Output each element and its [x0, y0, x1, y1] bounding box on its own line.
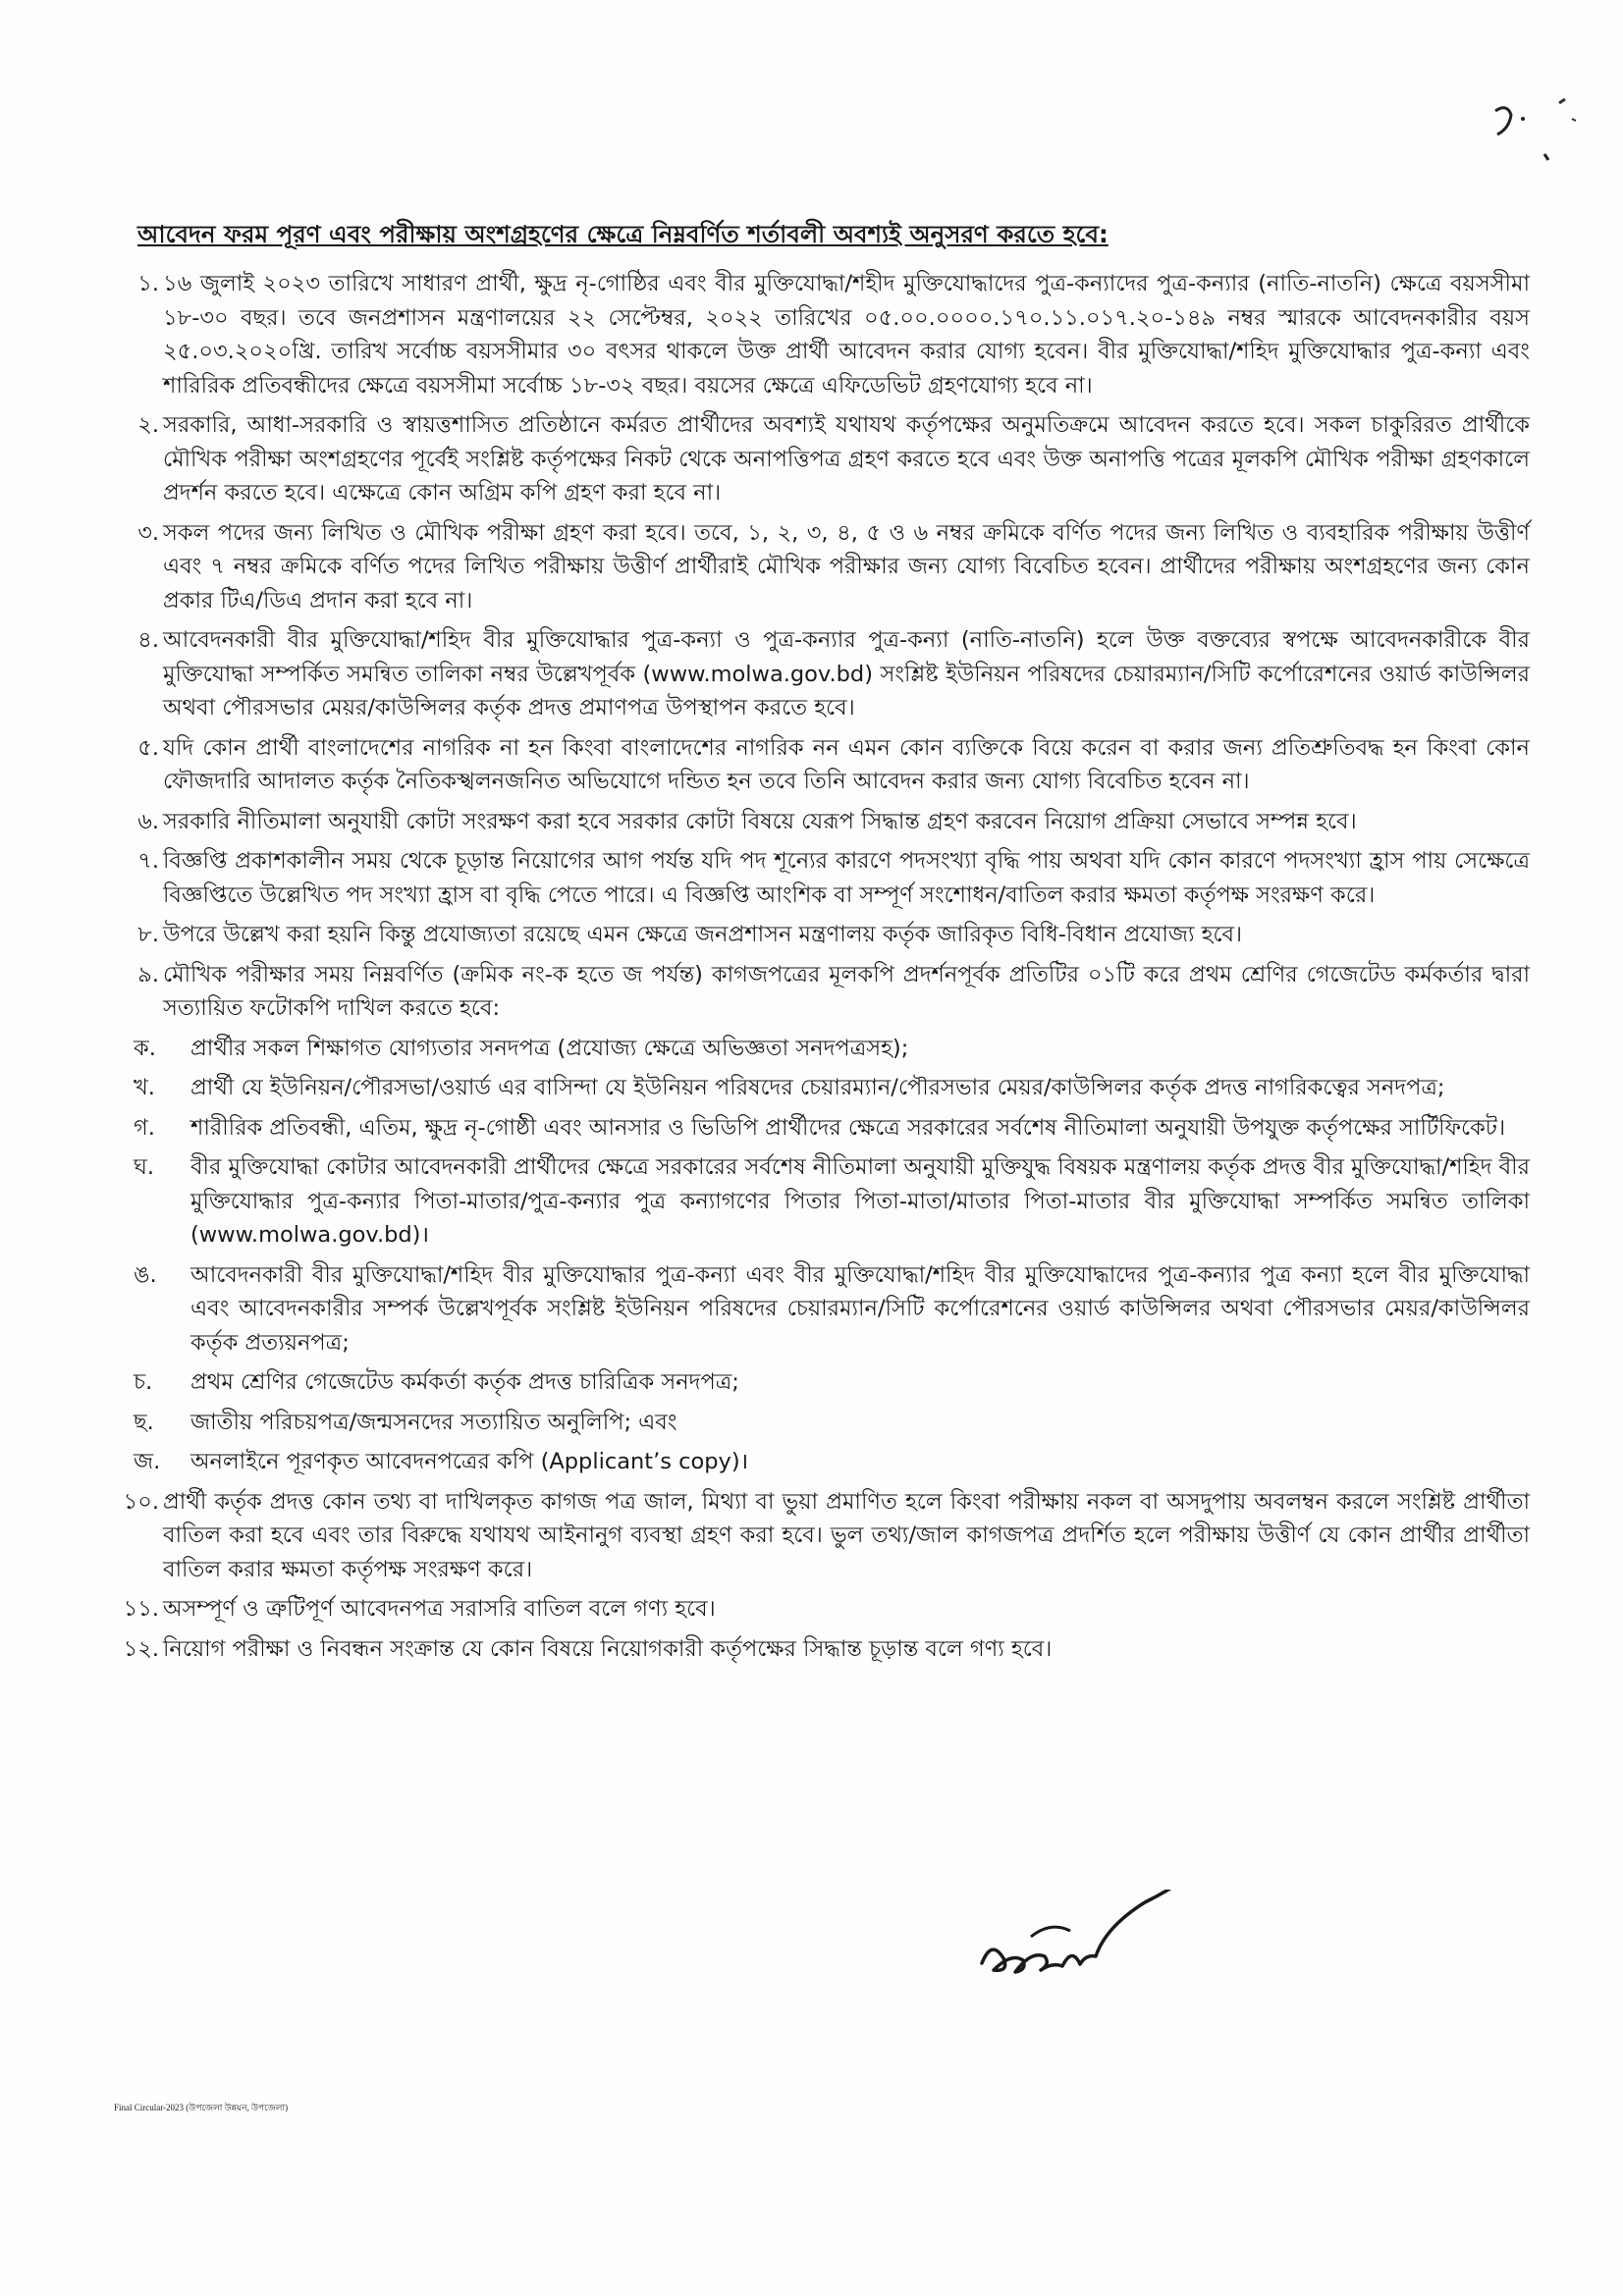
subitem-letter: ক.	[134, 1035, 156, 1061]
condition-item	[116, 1632, 1530, 1667]
condition-item	[116, 918, 1530, 952]
item-text: বিজ্ঞপ্তি প্রকাশকালীন সময় থেকে চূড়ান্ত নিয়োগের আগ পর্যন্ত যদি পদ শূন্যের কারণে পদসংখ্যা বৃদ্ধি পায় অথবা যদি কোন কারণে পদসংখ্যা হ্রাস পায় সেক্ষেত্রে বিজ্ঞপ্তিতে উল্লেখিত পদ সংখ্যা হ্রাস বা বৃদ্ধি পেতে পারে। এ বিজ্ঞপ্তি আংশিক বা সম্পূর্ণ সংশোধন/বাতিল করার ক্ষমতা কর্তৃপক্ষ সংরক্ষণ করে।	[163, 848, 1530, 908]
subitem-letter: চ.	[134, 1369, 153, 1395]
item-text: আবেদনকারী বীর মুক্তিযোদ্ধা/শহিদ বীর মুক্তিযোদ্ধার পুত্র-কন্যা ও পুত্র-কন্যার পুত্র-কন্যা (নাতি-নাতনি) হলে উক্ত বক্তব্যের স্বপক্ষে আবেদনকারীকে বীর মুক্তিযোদ্ধা সম্পর্কিত সমন্বিত তালিকা নম্বর উল্লেখপূর্বক (www.molwa.gov.bd) সংশ্লিষ্ট ইউনিয়ন পরিষদের চেয়ারম্যান/সিটি কর্পোরেশনের ওয়ার্ড কাউন্সিলর অথবা পৌরসভার মেয়র/কাউন্সিলর কর্তৃক প্রদত্ত প্রমাণপত্র উপস্থাপন করতে হবে।	[163, 627, 1530, 721]
item-number: ৩.	[137, 519, 159, 546]
document-subitem	[134, 1445, 1530, 1479]
subitem-text: জাতীয় পরিচয়পত্র/জন্মসনদের সত্যায়িত অনুলিপি; এবং	[190, 1409, 677, 1435]
subitem-letter: গ.	[134, 1114, 155, 1141]
condition-item	[116, 1592, 1530, 1627]
item-number: ৮.	[137, 922, 159, 947]
condition-item	[116, 1485, 1530, 1587]
item-number: ২.	[137, 412, 159, 438]
subitem-letter: জ.	[134, 1449, 161, 1474]
subitem-text: বীর মুক্তিযোদ্ধা কোটার আবেদনকারী প্রার্থীদের ক্ষেত্রে সরকারের সর্বশেষ নীতিমালা অনুযায়ী মুক্তিযুদ্ধ বিষয়ক মন্ত্রণালয় কর্তৃক প্রদত্ত বীর মুক্তিযোদ্ধা/শহিদ বীর মুক্তিযোদ্ধার পুত্র-কন্যার পিতা-মাতার/পুত্র-কন্যার পুত্র কন্যাগণের পিতার পিতা-মাতা/মাতার পিতা-মাতার বীর মুক্তিযোদ্ধা সম্পর্কিত সমন্বিত তালিকা (www.molwa.gov.bd)।	[190, 1154, 1530, 1248]
item-number: ৭.	[137, 848, 159, 874]
subitem-text: প্রার্থী যে ইউনিয়ন/পৌরসভা/ওয়ার্ড এর বাসিন্দা যে ইউনিয়ন পরিষদের চেয়ারম্যান/পৌরসভার মেয়র/কাউন্সিলর কর্তৃক প্রদত্ত নাগরিকত্বের সনদপত্র;	[190, 1075, 1445, 1100]
conditions-heading: আবেদন ফরম পূরণ এবং পরীক্ষায় অংশগ্রহণের ক্ষেত্রে নিম্নবর্ণিত শর্তাবলী অবশ্যই অনুসরণ করতে হবে:	[137, 220, 1109, 248]
footer-note: Final Circular-2023 (উপজেলা উন্নয়ন, উপজেলা)	[114, 2103, 289, 2112]
condition-item	[116, 731, 1530, 799]
subitem-text: প্রথম শ্রেণির গেজেটেড কর্মকর্তা কর্তৃক প্রদত্ত চারিত্রিক সনদপত্র;	[190, 1369, 739, 1395]
document-subitem	[134, 1071, 1530, 1105]
document-subitem	[134, 1406, 1530, 1440]
item-text: সরকারি নীতিমালা অনুযায়ী কোটা সংরক্ষণ করা হবে সরকার কোটা বিষয়ে যেরূপ সিদ্ধান্ত গ্রহণ করবেন নিয়োগ প্রক্রিয়া সেভাবে সম্পন্ন হবে।	[163, 808, 1357, 834]
item-number: ১০.	[123, 1488, 159, 1515]
item-text: উপরে উল্লেখ করা হয়নি কিন্তু প্রযোজ্যতা রয়েছে এমন ক্ষেত্রে জনপ্রশাসন মন্ত্রণালয় কর্তৃক জারিকৃত বিধি-বিধান প্রযোজ্য হবে।	[163, 922, 1243, 947]
signature-icon	[972, 1890, 1208, 1998]
document-subitem	[134, 1150, 1530, 1253]
subitem-text: শারীরিক প্রতিবন্ধী, এতিম, ক্ষুদ্র নৃ-গোষ্ঠী এবং আনসার ও ভিডিপি প্রার্থীদের ক্ষেত্রে সরকারের সর্বশেষ নীতিমালা অনুযায়ী উপযুক্ত কর্তৃপক্ষের সার্টিফিকেট।	[190, 1114, 1506, 1141]
subitem-letter: ছ.	[134, 1409, 154, 1435]
item-text: অসম্পূর্ণ ও ত্রুটিপূর্ণ আবেদনপত্র সরাসরি বাতিল বলে গণ্য হবে।	[163, 1596, 716, 1622]
document-subitem	[134, 1111, 1530, 1146]
item-number: ৯.	[137, 961, 159, 988]
condition-item	[116, 805, 1530, 839]
item-text: মৌখিক পরীক্ষার সময় নিম্নবর্ণিত (ক্রমিক নং-ক হতে জ পর্যন্ত) কাগজপত্রের মূলকপি প্রদর্শনপূর্বক প্রতিটির ০১টি করে প্রথম শ্রেণির গেজেটেড কর্মকর্তার দ্বারা সত্যায়িত ফটোকপি দাখিল করতে হবে:	[163, 961, 1530, 1021]
item-text: সকল পদের জন্য লিখিত ও মৌখিক পরীক্ষা গ্রহণ করা হবে। তবে, ১, ২, ৩, ৪, ৫ ও ৬ নম্বর ক্রমিকে বর্ণিত পদের জন্য লিখিত ও ব্যবহারিক পরীক্ষায় উত্তীর্ণ এবং ৭ নম্বর ক্রমিকে বর্ণিত পদের লিখিত পরীক্ষায় উত্তীর্ণ প্রার্থীরাই মৌখিক পরীক্ষার জন্য যোগ্য বিবেচিত হবেন। প্রার্থীদের পরীক্ষায় অংশগ্রহণের জন্য কোন প্রকার টিএ/ডিএ প্রদান করা হবে না।	[163, 519, 1530, 614]
document-subitem	[134, 1032, 1530, 1066]
subitem-text: অনলাইনে পূরণকৃত আবেদনপত্রের কপি (Applicant’s copy)।	[190, 1449, 749, 1474]
item-text: যদি কোন প্রার্থী বাংলাদেশের নাগরিক না হন কিংবা বাংলাদেশের নাগরিক নন এমন কোন ব্যক্তিকে বিয়ে করেন বা করার জন্য প্রতিশ্রুতিবদ্ধ হন কিংবা কোন ফৌজদারি আদালত কর্তৃক নৈতিকস্খলনজনিত অভিযোগে দন্ডিত হন তবে তিনি আবেদন করার জন্য যোগ্য বিবেচিত হবেন না।	[163, 734, 1530, 794]
item-number: ৬.	[137, 808, 159, 834]
condition-item	[116, 623, 1530, 725]
scan-marks-icon	[1348, 93, 1584, 201]
condition-item	[116, 516, 1530, 618]
condition-item	[116, 844, 1530, 912]
item-text: ১৬ জুলাই ২০২৩ তারিখে সাধারণ প্রার্থী, ক্ষুদ্র নৃ-গোষ্ঠির এবং বীর মুক্তিযোদ্ধা/শহীদ মুক্তিযোদ্ধাদের পুত্র-কন্যাদের পুত্র-কন্যার (নাতি-নাতনি) ক্ষেত্রে বয়সসীমা ১৮-৩০ বছর। তবে জনপ্রশাসন মন্ত্রণালয়ের ২২ সেপ্টেম্বর, ২০২২ তারিখের ০৫.০০.০০০০.১৭০.১১.০১৭.২০-১৪৯ নম্বর স্মারকে আবেদনকারীর বয়স ২৫.০৩.২০২০খ্রি. তারিখ সর্বোচ্চ বয়সসীমার ৩০ বৎসর থাকলে উক্ত প্রার্থী আবেদন করার যোগ্য হবেন। বীর মুক্তিযোদ্ধা/শহিদ মুক্তিযোদ্ধার পুত্র-কন্যা এবং শারিরিক প্রতিবন্ধীদের ক্ষেত্রে বয়সসীমা সর্বোচ্চ ১৮-৩২ বছর। বয়সের ক্ষেত্রে এফিডেভিট গ্রহণযোগ্য হবে না।	[163, 271, 1530, 399]
item-number: ১২.	[123, 1635, 159, 1662]
subitem-text: আবেদনকারী বীর মুক্তিযোদ্ধা/শহিদ বীর মুক্তিযোদ্ধার পুত্র-কন্যা এবং বীর মুক্তিযোদ্ধা/শহিদ বীর মুক্তিযোদ্ধাদের পুত্র-কন্যার পুত্র কন্যা হলে বীর মুক্তিযোদ্ধা এবং আবেদনকারীর সম্পর্ক উল্লেখপূর্বক সংশ্লিষ্ট ইউনিয়ন পরিষদের চেয়ারম্যান/সিটি কর্পোরেশনের ওয়ার্ড কাউন্সিলর অথবা পৌরসভার মেয়র/কাউন্সিলর কর্তৃক প্রত্যয়নপত্র;	[190, 1261, 1530, 1356]
document-subitem	[134, 1365, 1530, 1400]
item-text: প্রার্থী কর্তৃক প্রদত্ত কোন তথ্য বা দাখিলকৃত কাগজ পত্র জাল, মিথ্যা বা ভুয়া প্রমাণিত হলে কিংবা পরীক্ষায় নকল বা অসদুপায় অবলম্বন করলে সংশ্লিষ্ট প্রার্থীতা বাতিল করা হবে এবং তার বিরুদ্ধে যথাযথ আইনানুগ ব্যবস্থা গ্রহণ করা হবে। ভুল তথ্য/জাল কাগজপত্র প্রদর্শিত হলে পরীক্ষায় উত্তীর্ণ যে কোন প্রার্থীর প্রার্থীতা বাতিল করার ক্ষমতা কর্তৃপক্ষ সংরক্ষণ করে।	[163, 1488, 1530, 1582]
document-subitem	[134, 1258, 1530, 1361]
subitem-letter: খ.	[134, 1075, 155, 1100]
item-number: ১১.	[123, 1596, 159, 1622]
item-text: সরকারি, আধা-সরকারি ও স্বায়ত্তশাসিত প্রতিষ্ঠানে কর্মরত প্রার্থীদের অবশ্যই যথাযথ কর্তৃপক্ষের অনুমতিক্রমে আবেদন করতে হবে। সকল চাকুরিরত প্রার্থীকে মৌখিক পরীক্ষা অংশগ্রহণের পূর্বেই সংশ্লিষ্ট কর্তৃপক্ষের নিকট থেকে অনাপত্তিপত্র গ্রহণ করতে হবে এবং উক্ত অনাপত্তি পত্রের মূলকপি মৌখিক পরীক্ষা গ্রহণকালে প্রদর্শন করতে হবে। এক্ষেত্রে কোন অগ্রিম কপি গ্রহণ করা হবে না।	[163, 412, 1530, 506]
item-number: ১.	[137, 271, 159, 296]
condition-item	[116, 408, 1530, 510]
item-text: নিয়োগ পরীক্ষা ও নিবন্ধন সংক্রান্ত যে কোন বিষয়ে নিয়োগকারী কর্তৃপক্ষের সিদ্ধান্ত চূড়ান্ত বলে গণ্য হবে।	[163, 1635, 1053, 1662]
conditions-list	[116, 267, 1530, 1672]
item-number: ৫.	[137, 734, 159, 761]
subitem-letter: ঙ.	[134, 1261, 157, 1288]
subitem-text: প্রার্থীর সকল শিক্ষাগত যোগ্যতার সনদপত্র (প্রযোজ্য ক্ষেত্রে অভিজ্ঞতা সনদপত্রসহ);	[190, 1035, 909, 1061]
condition-item	[116, 267, 1530, 402]
subitem-letter: ঘ.	[134, 1154, 155, 1180]
condition-item	[116, 958, 1530, 1026]
item-number: ৪.	[137, 627, 159, 653]
